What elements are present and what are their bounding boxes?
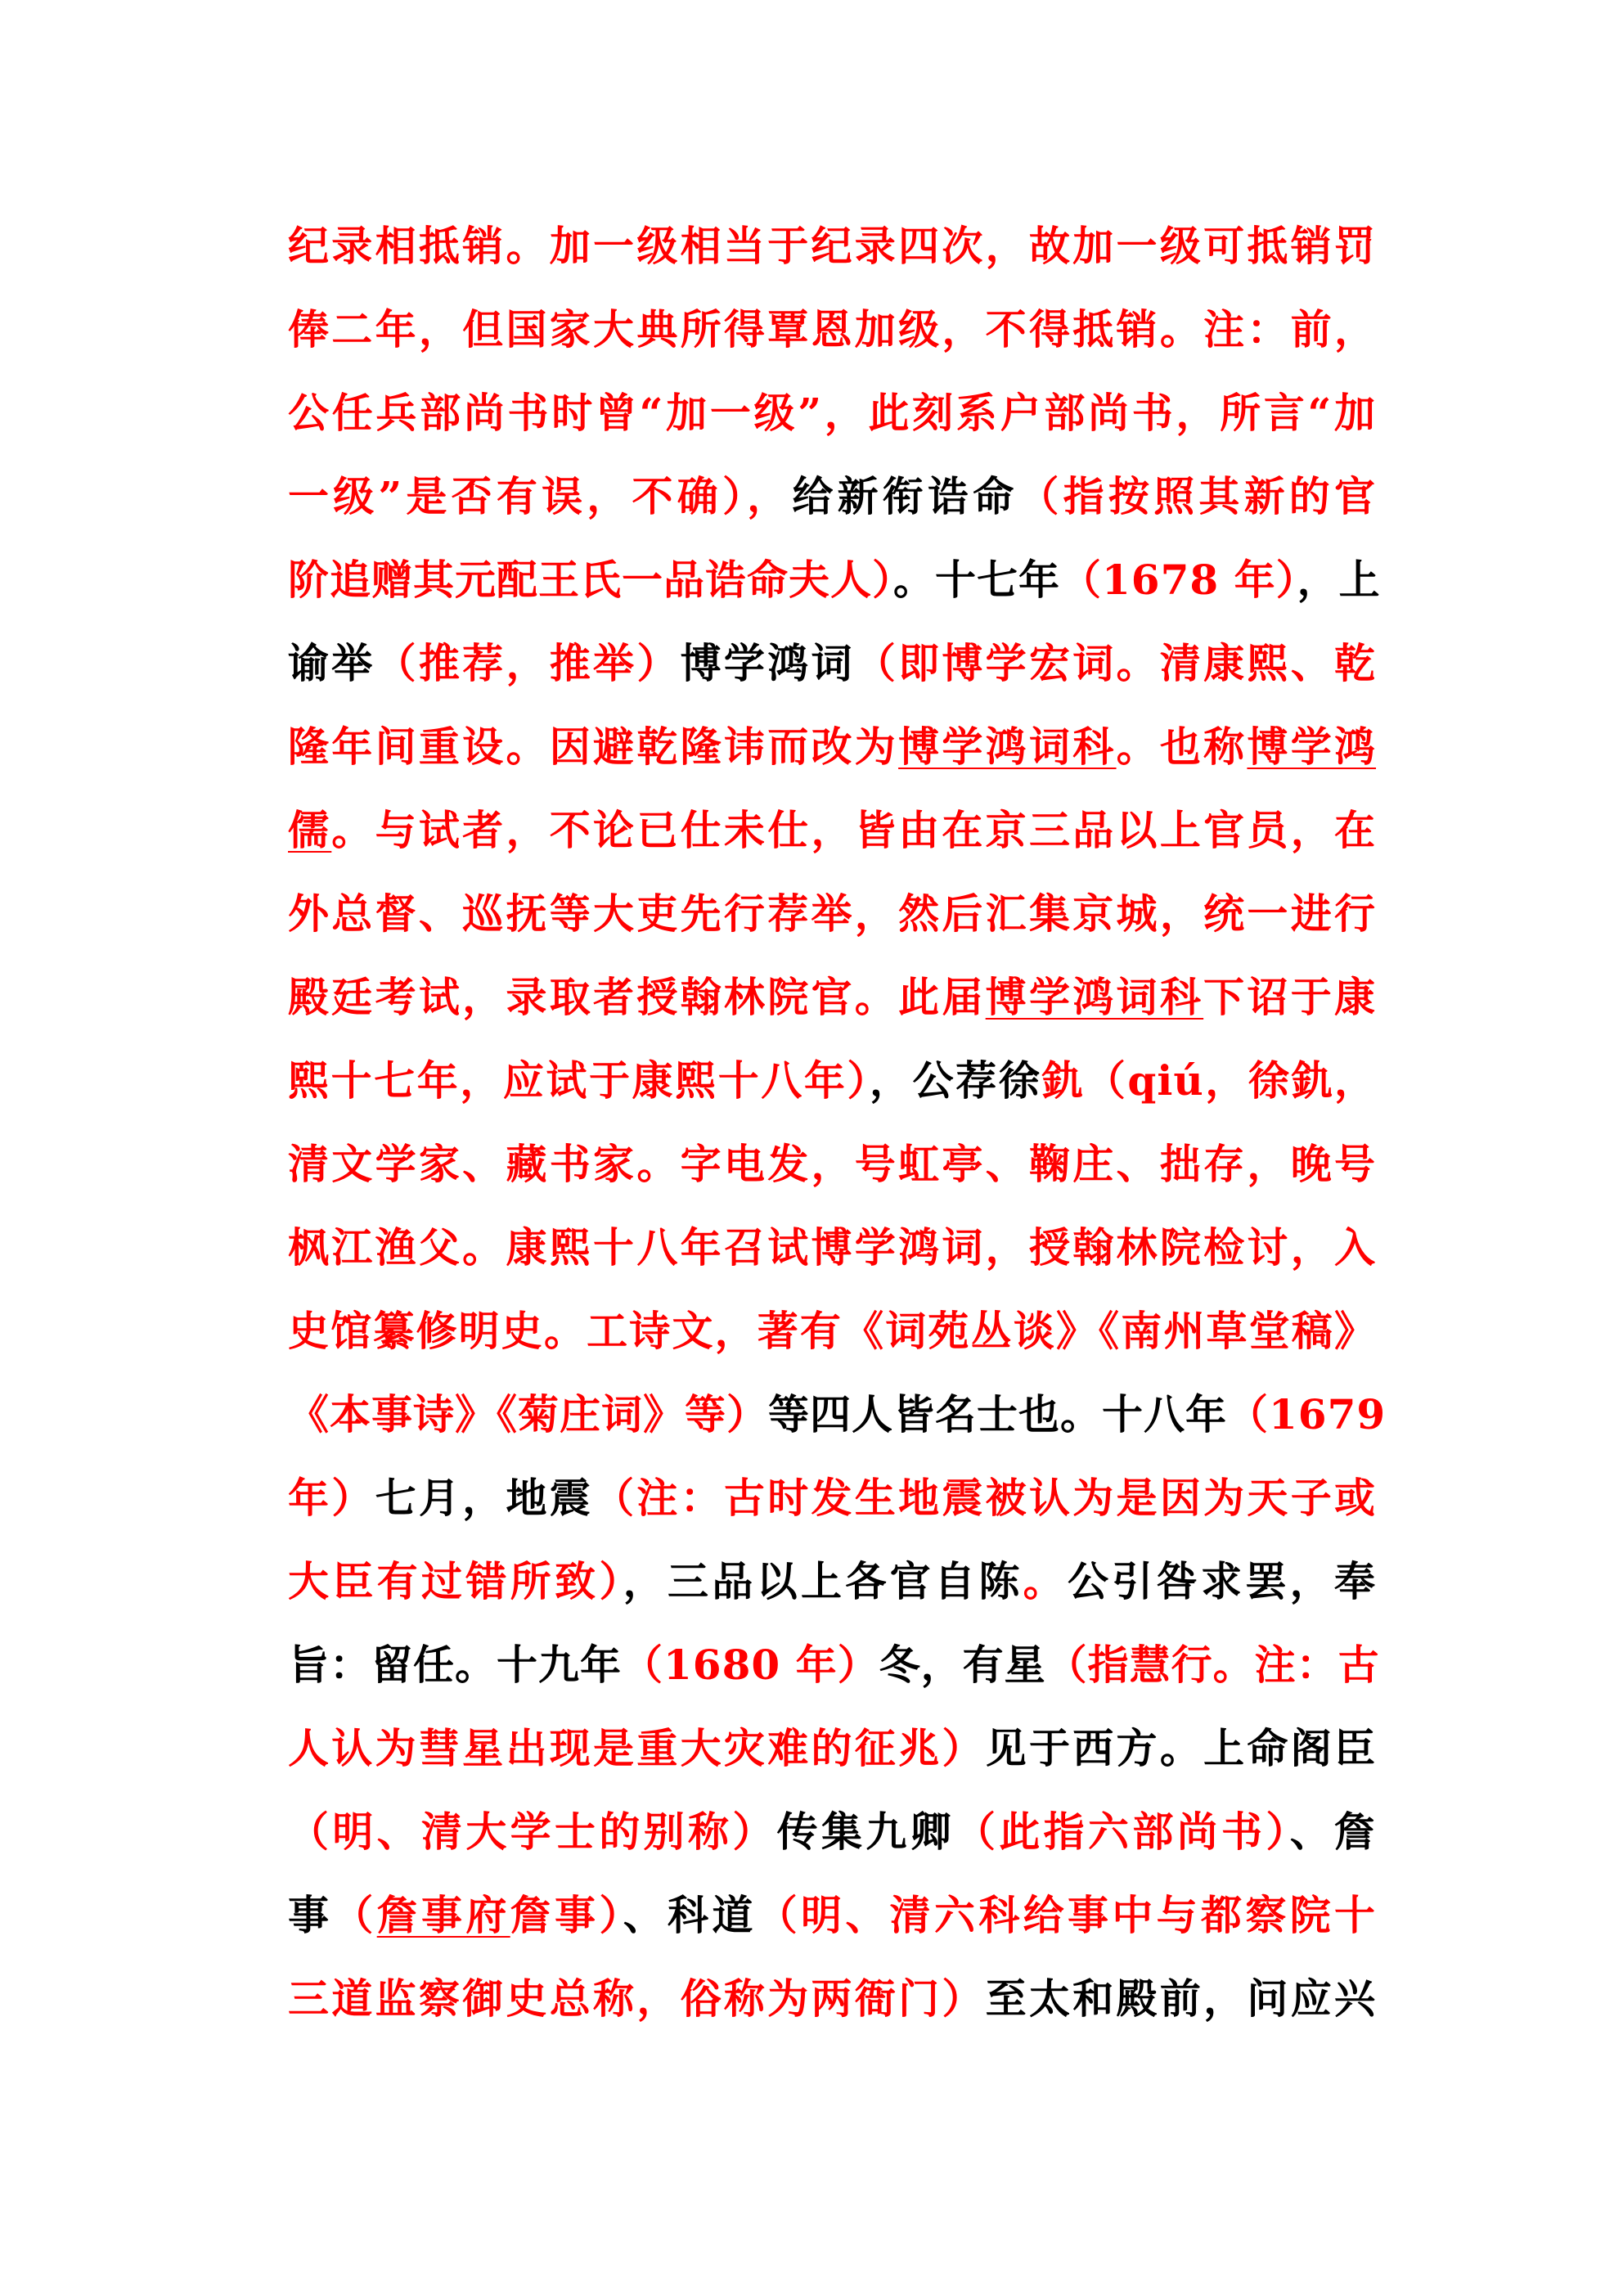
annotation-text: 。与试者，不论已仕未仕，皆由在京三品以上官员，在	[331, 806, 1377, 854]
body-text: 七月，地震	[375, 1474, 594, 1522]
body-text: 冬，有星	[879, 1641, 1046, 1689]
annotation-text: 年）	[288, 1474, 375, 1522]
annotation-text: （指慧行。注：古	[1045, 1641, 1380, 1689]
body-text: 、詹	[1289, 1808, 1377, 1856]
text-line	[288, 371, 1376, 455]
annotation-text: 公任兵部尚书时曾“加一级”，此刻系户部尚书，所言“加	[288, 389, 1376, 437]
text-line	[288, 1123, 1376, 1206]
body-text: 传集九卿	[776, 1808, 955, 1856]
annotation-text: 殿廷考试，录取者授翰林院官。此届	[288, 973, 986, 1021]
annotation-text: 大臣有过错所致）	[288, 1557, 623, 1605]
annotation-text: 人认为彗星出现是重大灾难的征兆）	[288, 1724, 986, 1772]
annotation-text: （指按照其新的官	[1018, 472, 1377, 520]
annotation-text: （	[332, 1891, 377, 1939]
annotation-text: 釚	[1041, 1056, 1085, 1105]
annotation-text: 詹事）	[510, 1891, 623, 1939]
annotation-text: 史馆纂修明史。工诗文，著有《词苑丛谈》《南州草堂稿》	[288, 1307, 1376, 1355]
annotation-text: 熙十七年，应试于康熙十八年）	[288, 1056, 870, 1105]
body-text: ，三品以上各官自陈	[623, 1557, 1023, 1605]
body-text: 旨：留任。十九年	[288, 1641, 622, 1689]
body-text: 、科道	[623, 1891, 757, 1939]
annotation-text: （推荐，推举）	[375, 639, 681, 687]
annotation-text: 俸二年，但国家大典所得覃恩加级，不得抵销。注：前，	[288, 305, 1376, 353]
annotation-text: （即博学宏词。清康熙、乾	[854, 639, 1377, 687]
text-line	[288, 1290, 1376, 1373]
body-text: ，公荐徐	[869, 1056, 1042, 1105]
text-line	[288, 1456, 1376, 1540]
annotation-text: 三道监察御史总称，俗称为两衙门）	[288, 1974, 986, 2023]
text-line	[288, 1790, 1376, 1874]
body-text: 给新衔诰命	[792, 472, 1018, 520]
text-line	[288, 1206, 1376, 1290]
annotation-text: 儒	[288, 806, 332, 854]
annotation-text: （1680 年）	[622, 1641, 879, 1689]
annotation-text: （1679	[1227, 1390, 1387, 1438]
text-line	[288, 1874, 1376, 1957]
body-text: 博学鸿词	[680, 639, 855, 687]
annotation-text: （qiú，徐釚，	[1084, 1056, 1377, 1105]
text-line	[288, 622, 1376, 705]
annotation-text: 隆年间重设。因避乾隆讳而改为	[288, 723, 899, 771]
body-text: 至太和殿前，问应兴	[985, 1974, 1377, 2023]
text-line	[288, 956, 1376, 1039]
text-line	[288, 1540, 1376, 1623]
body-text: 见于西方。上命阁臣	[985, 1724, 1377, 1772]
text-line	[288, 789, 1376, 872]
annotation-text: 博学鸿	[1247, 723, 1377, 771]
annotation-text: 一级”是否有误，不确），	[288, 472, 793, 520]
annotation-text: 纪录相抵销。加一级相当于纪录四次，故加一级可抵销罚	[288, 222, 1376, 270]
body-text: 事	[288, 1891, 333, 1939]
annotation-text: 清文学家、藏书家。字电发，号虹亭、鞠庄、拙存，晚号	[288, 1140, 1376, 1188]
text-line	[288, 1707, 1376, 1790]
annotation-text: （注：古时发生地震被认为是因为天子或	[593, 1474, 1377, 1522]
annotation-text: 。	[1023, 1557, 1068, 1605]
annotation-text: （明、清六科给事中与都察院十	[756, 1891, 1377, 1939]
body-text: 等四人皆名士也。十八年	[768, 1390, 1227, 1438]
text-line	[288, 1039, 1376, 1123]
text-line	[288, 288, 1376, 371]
text-line	[288, 1623, 1380, 1707]
text-line	[288, 1957, 1376, 2041]
text-line	[288, 872, 1376, 956]
text-line	[288, 538, 1381, 622]
document-body	[288, 205, 1387, 2041]
annotation-text: 阶追赠其元配王氏一品诰命夫人）	[288, 556, 893, 604]
annotation-text: 博学鸿词科	[898, 723, 1117, 771]
annotation-text: 詹事府	[376, 1891, 510, 1939]
annotation-text: （1678 年）	[1060, 556, 1297, 604]
annotation-text: （此指六部尚书）	[955, 1808, 1290, 1856]
annotation-text: （明、清大学士的别称）	[288, 1808, 777, 1856]
annotation-text: 下诏于康	[1203, 973, 1377, 1021]
annotation-text: 博学鸿词科	[985, 973, 1204, 1021]
annotation-text: 外总督、巡抚等大吏先行荐举，然后汇集京城，统一进行	[288, 889, 1376, 938]
annotation-text: 。也称	[1116, 723, 1248, 771]
body-text: 谕举	[288, 639, 375, 687]
annotation-text: 枫江渔父。康熙十八年召试博学鸿词，授翰林院检讨，入	[288, 1223, 1376, 1272]
annotation-text: 《本事诗》《菊庄词》等）	[288, 1390, 768, 1438]
text-line	[288, 1373, 1387, 1456]
body-text: ，上	[1297, 556, 1381, 604]
body-text: 公引咎求罢，奉	[1068, 1557, 1377, 1605]
text-line	[288, 205, 1376, 288]
body-text: 。十七年	[893, 556, 1060, 604]
text-line	[288, 455, 1376, 538]
text-line	[288, 705, 1376, 789]
